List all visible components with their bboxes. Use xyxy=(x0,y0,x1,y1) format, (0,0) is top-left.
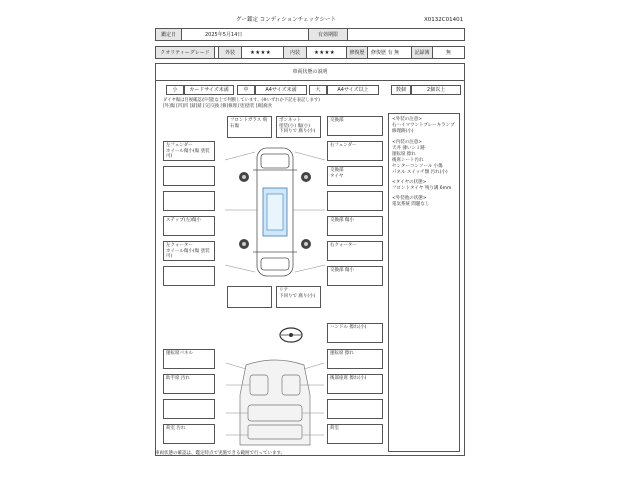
repair-label: 修復歴 xyxy=(346,46,368,59)
car-interior-diagram xyxy=(226,355,324,450)
notes-title-tire: <タイヤの状態> xyxy=(392,180,427,185)
size-small-desc: カードサイズ未満 xyxy=(184,85,234,95)
box-left-2 xyxy=(163,166,215,186)
size-medium: 中 xyxy=(237,85,255,95)
document-id: X0132C01401 xyxy=(424,17,464,23)
notes-other-line: 電気系統 問題なし xyxy=(392,202,430,207)
body-grade-label: 外装 xyxy=(218,46,242,59)
size-large: 大 xyxy=(309,85,327,95)
body-grade-value: ★★★★ xyxy=(250,50,271,56)
notes-title-interior: <内装の注意> xyxy=(392,140,423,145)
box-right-cargo: 荷室 xyxy=(327,424,383,444)
box-top-center: ボンネット 塗装(小) 傷(小) 下回りで 腐り(小) xyxy=(276,116,321,138)
box-left-3 xyxy=(163,191,215,211)
box-left-6 xyxy=(163,266,215,286)
date-value: 2025年5月14日 xyxy=(205,32,243,38)
box-top-left: フロントガラス 飛石傷 xyxy=(227,116,272,138)
notes-title-other: <外装他の状態> xyxy=(392,196,427,201)
legend-note-2: [外]傷 [凹]凹 [錆]錆 [交]交換 [修]修理 [塗]塗装 [腐]腐食 xyxy=(163,104,273,109)
box-left-step: ステップ(左)傷小 xyxy=(163,216,215,236)
record-label: 記録簿 xyxy=(411,46,433,59)
notes-exterior-line: 右ハイマウントブレーキランプ 修理跡(小) xyxy=(392,123,455,134)
steering-wheel-icon xyxy=(278,326,304,344)
section-title: 車両状態の説明 xyxy=(155,63,465,81)
notes-interior-5: パネル スイッチ類 汚れ(小) xyxy=(392,170,448,175)
box-right-door: 交換部 タイヤ xyxy=(327,166,383,186)
box-right-4 xyxy=(327,191,383,211)
date-label: 鑑定日 xyxy=(155,28,182,41)
count-label: 数個 xyxy=(391,85,411,95)
box-right-front-seat: 運転席 擦れ xyxy=(327,349,383,369)
box-bottom-left xyxy=(227,286,272,308)
notes-interior-1: 天井 薄いシミ跡 xyxy=(392,146,425,151)
box-front-left: 左フェンダー ホイール傷小(傷 塗装可) xyxy=(163,141,215,161)
size-small: 小 xyxy=(166,85,184,95)
count-value: 2個以上 xyxy=(411,85,461,95)
box-right-rear2: 交換部 傷小 xyxy=(327,266,383,286)
car-top-view-diagram xyxy=(225,140,325,285)
legend-note-1: ダイヤ傷は目視確認が可能な上で判断しています。(※いずれか下記を表記します) xyxy=(163,98,320,103)
box-right-cargo-2 xyxy=(327,399,383,419)
interior-grade-label: 内装 xyxy=(283,46,307,59)
box-steering: ハンドル 擦れ(小) xyxy=(327,323,383,343)
size-large-desc: A4サイズ以上 xyxy=(327,85,379,95)
box-right-step: 交換部 傷小 xyxy=(327,216,383,236)
notes-interior-3: 後席シート汚れ xyxy=(392,158,424,163)
expiry-label: 有効期限 xyxy=(308,28,348,41)
box-right-rear-seat: 後部座席 擦れ(小) xyxy=(327,374,383,394)
notes-title-exterior: <外装の注意> xyxy=(392,117,423,122)
box-left-rear-seat xyxy=(163,399,215,419)
repair-value: 修復歴 有 無 xyxy=(371,50,400,56)
box-rear-left: 左クォーター ホイール傷小(傷 塗装可) xyxy=(163,241,215,261)
box-rear-right: 右クォーター xyxy=(327,241,383,261)
notes-tire-line: フロントタイヤ 残り溝 6mm xyxy=(392,186,452,191)
box-left-front-seat: 助手席 汚れ xyxy=(163,374,215,394)
box-front-right: 右フェンダー xyxy=(327,141,383,161)
box-top-right: 交換部 xyxy=(327,116,383,136)
box-left-cargo: 荷室 汚れ xyxy=(163,424,215,444)
sheet-title: グー鑑定 コンディションチェックシート xyxy=(236,17,337,23)
notes-interior-4: センターコンソール 小傷 xyxy=(392,164,443,169)
notes-interior-2: 運転席 擦れ xyxy=(392,152,416,157)
record-value: 無 xyxy=(446,50,452,56)
size-medium-desc: A4サイズ未満 xyxy=(255,85,307,95)
box-bottom-center: リア 下回りで 腐り(小) xyxy=(276,286,321,308)
quality-label: クオリティーグレード xyxy=(155,46,215,59)
interior-grade-value: ★★★★ xyxy=(314,50,335,56)
box-dash: 運転席パネル xyxy=(163,349,215,369)
footer-note: 車両状態の確認は、鑑定時点で実施できる範囲で行っています。 xyxy=(155,451,286,456)
